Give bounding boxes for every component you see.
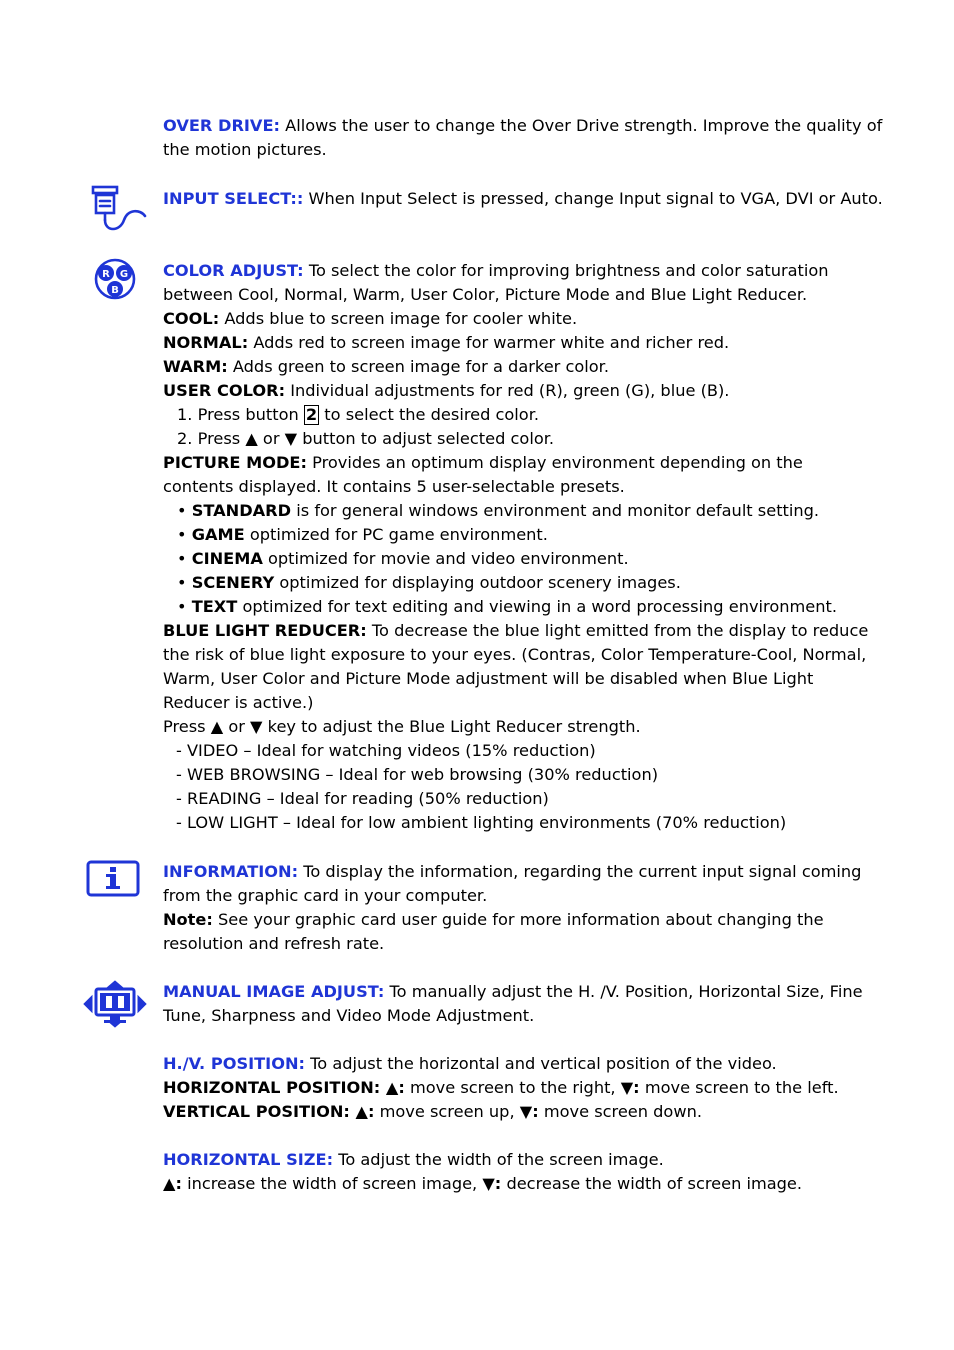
blue-light-line-3: Warm, User Color and Picture Mode adjustment will be disabled when Blue Light (163, 669, 814, 688)
color-adjust-line-2: between Cool, Normal, Warm, User Color, Picture Mode and Blue Light Reducer. (163, 285, 808, 304)
vertical-down-text: move screen down. (538, 1102, 702, 1121)
button-2-key: 2 (305, 405, 318, 424)
step-2: 2. Press ▲ or ▼ button to adjust selected color. (177, 429, 555, 448)
level-low-light: - LOW LIGHT – Ideal for low ambient lighting environments (70% reduction) (176, 813, 787, 832)
warm-label: WARM: (163, 357, 228, 376)
icon-letter-r: R (102, 269, 110, 280)
input-select-text: When Input Select is pressed, change Input signal to VGA, DVI or Auto. (303, 189, 883, 208)
horizontal-size-keys-line (163, 1172, 883, 1196)
information-line-1 (163, 860, 883, 884)
note-label: Note: (163, 910, 213, 929)
horizontal-size-line (163, 1148, 883, 1172)
color-adjust-label: COLOR ADJUST: (163, 261, 304, 280)
note-text: See your graphic card user guide for more information about changing the (212, 910, 824, 929)
user-color-label: USER COLOR: (163, 381, 286, 400)
hv-position-label: H./V. POSITION: (163, 1054, 305, 1073)
input-connector-icon (88, 184, 148, 234)
information-text: To display the information, regarding the current input signal coming (298, 862, 862, 881)
hv-position-text: To adjust the horizontal and vertical position of the video. (305, 1054, 777, 1073)
preset-name: STANDARD (191, 501, 292, 520)
icon-letter-g: G (119, 269, 129, 280)
over-drive-line-2: the motion pictures. (163, 140, 327, 159)
preset-desc: optimized for text editing and viewing in a word processing environment. (237, 597, 837, 616)
horizontal-left-text: move screen to the left. (639, 1078, 839, 1097)
size-up-key: ▲: (163, 1174, 182, 1193)
preset-name: SCENERY (191, 573, 275, 592)
vertical-position-line (163, 1100, 883, 1124)
preset-text: • TEXT optimized for text editing and viewing in a word processing environment. (177, 597, 837, 616)
information-section (163, 860, 883, 956)
over-drive-section (163, 114, 883, 162)
icon-letter-b: B (111, 285, 119, 296)
user-color-text: Individual adjustments for red (R), green (G), blue (B). (285, 381, 730, 400)
level-video: - VIDEO – Ideal for watching videos (15% reduction) (176, 741, 596, 760)
horizontal-size-text: To adjust the width of the screen image. (333, 1150, 664, 1169)
hv-position-line (163, 1052, 883, 1076)
horizontal-position-label: HORIZONTAL POSITION: ▲: (163, 1078, 405, 1097)
manual-image-label: MANUAL IMAGE ADJUST: (163, 982, 385, 1001)
manual-image-line-1 (163, 980, 883, 1004)
picture-mode-label: PICTURE MODE: (163, 453, 307, 472)
over-drive-label: OVER DRIVE: (163, 116, 280, 135)
manual-image-line-2: Tune, Sharpness and Video Mode Adjustment. (163, 1006, 535, 1025)
cool-line (163, 307, 883, 331)
note-line-1 (163, 908, 883, 932)
color-adjust-text: To select the color for improving brightness and color saturation (303, 261, 829, 280)
level-web-browsing: - WEB BROWSING – Ideal for web browsing (30% reduction) (176, 765, 659, 784)
step-1-post: to select the desired color. (319, 405, 540, 424)
note-line-2: resolution and refresh rate. (163, 934, 385, 953)
blue-light-line-2: the risk of blue light exposure to your eyes. (Contras, Color Temperature-Cool, Normal, (163, 645, 867, 664)
color-adjust-section (163, 259, 883, 835)
input-select-line (163, 187, 883, 211)
manual-image-adjust-section (163, 980, 883, 1028)
preset-name: CINEMA (191, 549, 263, 568)
preset-name: GAME (191, 525, 245, 544)
horizontal-size-section (163, 1148, 883, 1196)
vertical-down-key: ▼: (519, 1102, 539, 1121)
blue-light-press: Press ▲ or ▼ key to adjust the Blue Light Reducer strength. (163, 717, 641, 736)
level-reading: - READING – Ideal for reading (50% reduction) (176, 789, 549, 808)
preset-name: TEXT (191, 597, 238, 616)
user-color-line (163, 379, 883, 403)
cool-text: Adds blue to screen image for cooler white. (219, 309, 578, 328)
step-1 (163, 403, 883, 427)
horizontal-position-line (163, 1076, 883, 1100)
color-adjust-line-1 (163, 259, 883, 283)
picture-mode-text: Provides an optimum display environment depending on the (306, 453, 803, 472)
preset-cinema: • CINEMA optimized for movie and video environment. (177, 549, 629, 568)
blue-light-text: To decrease the blue light emitted from the display to reduce (366, 621, 869, 640)
preset-game: • GAME optimized for PC game environment. (177, 525, 548, 544)
blue-light-label: BLUE LIGHT REDUCER: (163, 621, 367, 640)
horizontal-size-label: HORIZONTAL SIZE: (163, 1150, 334, 1169)
picture-mode-line-2: contents displayed. It contains 5 user-selectable presets. (163, 477, 625, 496)
input-select-section (163, 187, 883, 211)
blue-light-line-4: Reducer is active.) (163, 693, 314, 712)
horizontal-down-key: ▼: (620, 1078, 640, 1097)
input-select-label: INPUT SELECT:: (163, 189, 304, 208)
rgb-color-icon (94, 258, 138, 302)
preset-desc: optimized for movie and video environment. (262, 549, 629, 568)
warm-line (163, 355, 883, 379)
step-1-pre: 1. Press button (177, 405, 304, 424)
preset-standard: • STANDARD is for general windows environment and monitor default setting. (177, 501, 820, 520)
information-line-2: from the graphic card in your computer. (163, 886, 488, 905)
over-drive-text: Allows the user to change the Over Drive strength. Improve the quality of (280, 116, 883, 135)
hv-position-section (163, 1052, 883, 1124)
information-label: INFORMATION: (163, 862, 299, 881)
blue-light-line-1 (163, 619, 883, 643)
warm-text: Adds green to screen image for a darker color. (227, 357, 609, 376)
preset-desc: optimized for PC game environment. (244, 525, 548, 544)
horizontal-right-text: move screen to the right, (404, 1078, 621, 1097)
vertical-up-text: move screen up, (374, 1102, 520, 1121)
normal-label: NORMAL: (163, 333, 249, 352)
normal-line (163, 331, 883, 355)
monitor-adjust-icon (82, 980, 148, 1030)
normal-text: Adds red to screen image for warmer white and richer red. (248, 333, 730, 352)
info-icon (86, 860, 140, 898)
size-up-text: increase the width of screen image, (181, 1174, 483, 1193)
preset-desc: optimized for displaying outdoor scenery images. (274, 573, 681, 592)
picture-mode-line-1 (163, 451, 883, 475)
manual-image-text: To manually adjust the H. /V. Position, Horizontal Size, Fine (384, 982, 863, 1001)
size-down-text: decrease the width of screen image. (501, 1174, 803, 1193)
preset-desc: is for general windows environment and monitor default setting. (291, 501, 820, 520)
over-drive-line-1 (163, 114, 883, 138)
size-down-key: ▼: (482, 1174, 502, 1193)
cool-label: COOL: (163, 309, 220, 328)
vertical-position-label: VERTICAL POSITION: ▲: (163, 1102, 375, 1121)
preset-scenery: • SCENERY optimized for displaying outdoor scenery images. (177, 573, 681, 592)
